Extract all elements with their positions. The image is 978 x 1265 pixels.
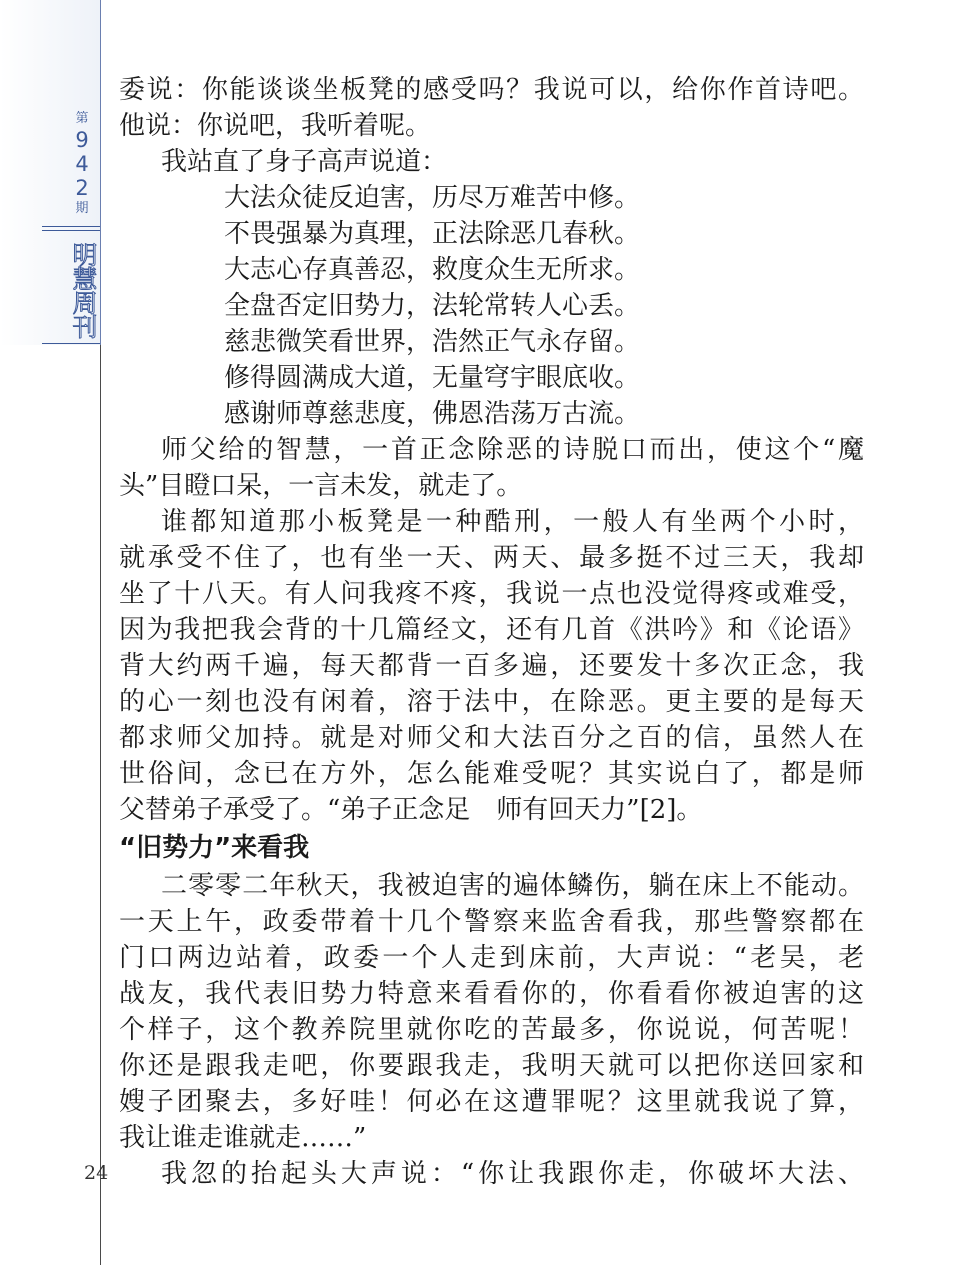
- issue-digit: 2: [75, 176, 89, 200]
- text-line: 二零零二年秋天，我被迫害的遍体鳞伤，躺在床上不能动。: [161, 871, 864, 901]
- page-number: 24: [84, 1162, 109, 1184]
- text-line: 委说：你能谈谈坐板凳的感受吗？我说可以，给你作首诗吧。: [119, 75, 864, 105]
- text-line: 你还是跟我走吧，你要跟我走，我明天就可以把你送回家和: [119, 1051, 864, 1081]
- divider: [42, 230, 100, 231]
- text-line: 的心一刻也没有闲着，溶于法中，在除恶。更主要的是每天: [119, 687, 864, 717]
- text-line: 世俗间，念已在方外，怎么能难受呢？其实说白了，都是师: [119, 759, 864, 789]
- divider: [42, 226, 100, 227]
- text-line: 都求师父加持。就是对师父和大法百分之百的信，虽然人在: [119, 723, 864, 753]
- text-line: 师父给的智慧，一首正念除恶的诗脱口而出，使这个“魔: [161, 435, 864, 465]
- poem-line: 感谢师尊慈悲度，佛恩浩荡万古流。: [224, 399, 641, 429]
- text-line: 谁都知道那小板凳是一种酷刑，一般人有坐两个小时，: [161, 507, 864, 537]
- poem-line: 大法众徒反迫害，历尽万难苦中修。: [224, 183, 641, 213]
- poem-line: 不畏强暴为真理，正法除恶几春秋。: [224, 219, 641, 249]
- text-line: 门口两边站着，政委一个人走到床前，大声说：“老吴，老: [119, 943, 864, 973]
- section-heading: “旧势力”来看我: [119, 833, 310, 863]
- text-line: 就承受不住了，也有坐一天、两天、最多挺不过三天，我却: [119, 543, 864, 573]
- poem-line: 大志心存真善忍，救度众生无所求。: [224, 255, 641, 285]
- poem-line: 慈悲微笑看世界，浩然正气永存留。: [224, 327, 641, 357]
- divider: [42, 343, 100, 344]
- issue-prefix: 第: [75, 111, 89, 126]
- text-line: 头”目瞪口呆，一言未发，就走了。: [119, 471, 523, 501]
- magazine-name: 明慧周刊: [69, 242, 98, 338]
- issue-suffix: 期: [75, 201, 89, 216]
- text-line: 因为我把我会背的十几篇经文，还有几首《洪吟》和《论语》: [119, 615, 864, 645]
- text-line: 父替弟子承受了。“弟子正念足 师有回天力”[2]。: [119, 795, 703, 825]
- text-line: 一天上午，政委带着十几个警察来监舍看我，那些警察都在: [119, 907, 864, 937]
- text-line: 我忽的抬起头大声说：“你让我跟你走，你破坏大法、: [161, 1159, 864, 1189]
- text-line: 我让谁走谁就走……”: [119, 1123, 367, 1153]
- text-line: 背大约两千遍，每天都背一百多遍，还要发十多次正念，我: [119, 651, 864, 681]
- poem-line: 修得圆满成大道，无量穹宇眼底收。: [224, 363, 641, 393]
- text-line: 我站直了身子高声说道：: [161, 147, 448, 177]
- text-line: 战友，我代表旧势力特意来看看你的，你看看你被迫害的这: [119, 979, 864, 1009]
- poem-line: 全盘否定旧势力，法轮常转人心丢。: [224, 291, 641, 321]
- text-line: 他说：你说吧，我听着呢。: [119, 111, 432, 141]
- issue-number: [62, 110, 102, 218]
- margin-rule: [100, 345, 101, 1265]
- text-line: 个样子，这个教养院里就你吃的苦最多，你说说，何苦呢！: [119, 1015, 864, 1045]
- text-line: 嫂子团聚去，多好哇！何必在这遭罪呢？这里就我说了算，: [119, 1087, 864, 1117]
- text-line: 坐了十八天。有人问我疼不疼，我说一点也没觉得疼或难受，: [119, 579, 864, 609]
- article-body: [119, 72, 864, 1192]
- issue-digit: 9: [75, 128, 89, 152]
- issue-digit: 4: [75, 152, 89, 176]
